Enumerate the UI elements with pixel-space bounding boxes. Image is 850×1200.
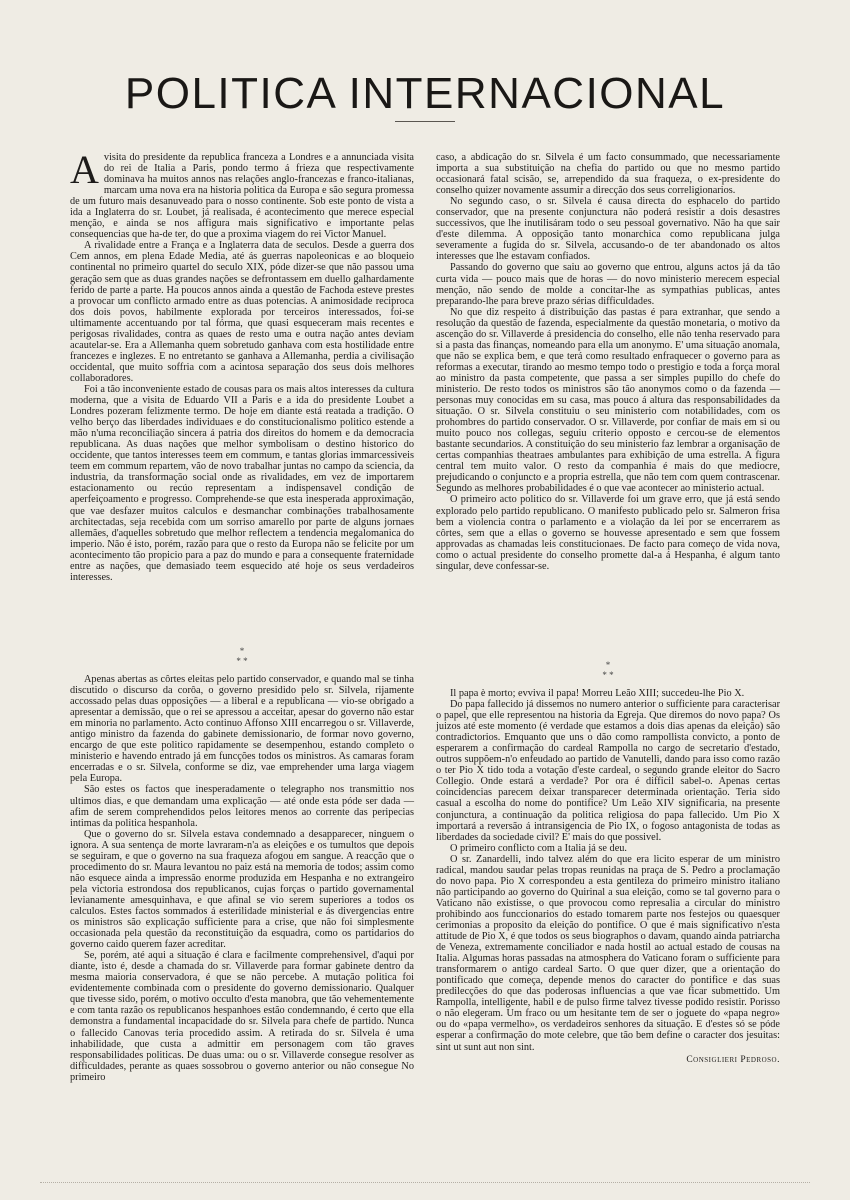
paragraph: O primeiro acto politico do sr. Villaverde foi um grave erro, que já está sendo explorado pelo partido republicano. O manifesto publicado pelo sr. Salmeron frisa bem a violencia contra o parlamento e a violação da lei por se encerrarem as côrtes, sem que a ellas o governo se houvesse apresentado e sem que fossem approvadas as chamadas leis constitucionaes. De facto para começo de vida nova, como o actual presidente do conselho promette dal-a á Hespanha, é algum tanto singular, deve confessar-se. bbox=[436, 494, 780, 572]
title-divider bbox=[395, 121, 455, 122]
paragraph: caso, a abdicação do sr. Silvela é um facto consummado, que necessariamente importa a sua substituição na chefia do partido ou que no mesmo partido occasionará fatal scisão, se, arrependido da sua fraqueza, o ex-presidente do conselho quizer novamente assumir a direcção dos seus correligionarios. bbox=[436, 152, 780, 197]
drop-cap: A bbox=[70, 147, 99, 192]
paragraph: O sr. Zanardelli, indo talvez além do que era licito esperar de um ministro radical, mandou saudar pelas tropas reunidas na praça de S. Pedro a proclamação do novo papa. Pio X correspondeu a esta gentileza do primeiro ministro italiano não participando ao governo do Quirinal a sua eleição, como se tal governo para o Vaticano não existisse, o que provocou como represalia a circular do ministro prohibindo aos funccionarios do estado tomarem parte nos festejos ou quaesquer cerimonias a proposito da eleição do pontifice. O que é mais significativo n'esta attitude de Pio X, é que todos os seus biographos o davam, quando ainda patriarcha de Veneza, extremamente conciliador e nada hostil ao actual estado de cousas na Italia. Algumas horas passadas na atmosphera do Vaticano foram o sufficiente para transformarem o antigo cardeal Sarto. O que quer dizer, que a orientação do pontificado que começa, depende menos do caracter do pontifice e das suas predilecções do que das poderosas influencias a que vae ficar submettido. Um Rampolla, intelligente, habil e de pulso firme talvez tivesse podido resistir. Porisso o não elegeram. Um fraco ou um hesitante tem de ser o joguete do «papa negro» ou do «papa vermelho», os verdadeiros senhores da situação. E d'estes só se póde esperar a confirmação do mote celebre, que tão bem define o caracter dos jesuitas: sint ut sunt aut non sint. bbox=[436, 853, 780, 1053]
paragraph: Que o governo do sr. Silvela estava condemnado a desapparecer, ninguem o ignora. A sua sentença de morte lavraram-n'a as eleições e os tumultos que depois se seguiram, e que o governo na sua fraqueza afogou em sangue. A reacção que o procedimento do sr. Maura levantou no paiz está na memoria de todos; assim como não esquece ainda a impressão enorme produzida em Hespanha e no extrangeiro pela victoria estrondosa dos republicanos, cujas forças o partido governamental levianamente amesquinhava, e que afinal se vio serem superiores a todos os calculos. Estes factos sommados á esterilidade ministerial e ás divergencias entre os ministros são explicação sufficiente para a crise, que não foi simplesmente occasionada pela questão da reconstituição da esquadra, como os partidarios do governo caido querem fazer acreditar. bbox=[70, 828, 414, 951]
paragraph: São estes os factos que inesperadamente o telegrapho nos transmittio nos ultimos dias, e que demandam uma explicação — até onde esta póde ser dada — afim de serem comprehendidos pelos leitores menos ao corrente das peripecias intimas da politica hespanhola. bbox=[70, 784, 414, 829]
paragraph: No que diz respeito á distribuição das pastas é para extranhar, que sendo a resolução da questão de fazenda, especialmente da questão monetaria, o motivo da ascenção do sr. Villaverde á presidencia do conselho, elle não tenha reservado para si a pasta das finanças, nomeando para ella um anonymo. E' uma situação anomala, que não se explica bem, e que terá como resultado enfraquecer o governo para as reformas a executar, tirando ao mesmo tempo todo o prestigio e toda a força moral ao ministro da pasta competente, que passa a ser simples pupillo do chefe do ministerio. De resto todos os ministros são tão anonymos como o da fazenda — personas muy conocidas em su casa, mas pouco á altura das responsabilidades da situação. O sr. Silvela constituiu o seu ministerio com notabilidades, com os prohombres do partido conservador. O sr. Villaverde, por confiar de mais em si ou muito pouco nos collegas, seguiu criterio opposto e cercou-se de elementos bastante secundarios. A constituição do seu ministerio faz lembrar a organisação de certas companhias theatraes ambulantes para exhibição de uma estrella. A figura central tem muito valor. O resto da companhia é mais do que mediocre, prejudicando o conjuncto e a propria estrella, que não tem com quem contrascenar. Segundo as melhores probabilidades é o que vae acontecer ao ministerio actual. bbox=[436, 306, 780, 495]
article2-left-column bbox=[70, 674, 414, 1083]
paragraph: Avisita do presidente da republica franceza a Londres e a annunciada visita do rei de Italia a Paris, pondo termo á frieza que respectivamente dominava ha muitos annos nas relações anglo-francezas e franco-italianas, marcam uma nova era na historia politica da Europa e são segura promessa de um futuro mais desanuveado para o nosso continente. Sob este ponto de vista a ida a Inglaterra do sr. Loubet, já realisada, é acontecimento que merece especial menção, e ainda se nos affigura mais significativo e importante pelas consequencias que ha-de ter, do que a proxima viagem do rei Victor Manuel. bbox=[70, 147, 414, 241]
author-signature: Consiglieri Pedroso. bbox=[686, 1054, 780, 1065]
paragraph: Se, porém, até aqui a situação é clara e facilmente comprehensivel, d'aqui por diante, isto é, desde a chamada do sr. Villaverde para formar gabinete dentro da mesma maioria conservadora, é que se não percebe. A mutação politica foi evidentemente combinada com o presidente do governo demissionario. Qualquer que tivesse sido, porém, o motivo occulto d'esta manobra, que tão vehementemente e com tanta razão os republicanos hespanhoes estão condemnando, é certo que ella demonstra a fundamental incapacidade do sr. Silvela para chefe de partido. Nunca o fallecido Canovas teria procedido assim. A retirada do sr. Silvela é uma inhabilidade, que custa a admittir em personagem com tão graves responsabilidades politicas. De duas uma: ou o sr. Villaverde consegue resolver as difficuldades, perante as quaes sossobrou o governo anterior ou não consegue No primeiro bbox=[70, 950, 414, 1083]
article1-left-column bbox=[70, 147, 414, 583]
page-bottom-edge bbox=[40, 1182, 810, 1183]
paragraph: Passando do governo que saiu ao governo que entrou, alguns actos já da tão curta vida — pouco mais que de horas — do novo ministerio merecem especial menção, não sendo de molde a concitar-lhe as sympathias publicas, antes preparando-lhe para breve prazo sérias difficuldades. bbox=[436, 262, 780, 307]
section-separator-right: * * * bbox=[602, 660, 614, 680]
article1-right-column bbox=[436, 152, 780, 572]
paragraph: Foi a tão inconveniente estado de cousas para os mais altos interesses da cultura moderna, que a visita de Eduardo VII a Paris e a ida do presidente Loubet a Londres pozeram felizmente termo. De hoje em diante está reatada a tradição. O velho berço das liberdades individuaes e do constitucionalismo politico estende a mão n'uma reconciliação sincera á patria dos direitos do homem e da democracia republicana. As duas nações que melhor symbolisam o destino historico do occidente, que tantos interesses teem em commum, e tantas glorias immarcessiveis teem em commum repartem, vão de novo trabalhar juntas no campo da sciencia, da industria, da transformação social onde as rivalidades, em vez de importarem estacionamento ou recúo representam a indispensavel condição de aperfeiçoamento e progresso. Comprehende-se que esta inesperada approximação, que vae desfazer muitos calculos e desmanchar combinações trabalhosamente architectadas, seja recebida com um sorriso amarello por parte de alguns jornaes allemães, d'aquelles sobretudo que melhor reflectem a tendencia megalomanica do imperio. Não é isto, porém, razão para que o resto da Europa não se felicite por um acontecimento tão propicio para a paz do mundo e para a consequente fraternidade entre as nações, que demasiado teem esquecido até hoje os seus verdadeiros interesses. bbox=[70, 383, 414, 583]
page-title: POLITICA INTERNACIONAL bbox=[124, 69, 726, 119]
article2-right-column bbox=[436, 688, 780, 1066]
paragraph: Apenas abertas as côrtes eleitas pelo partido conservador, e quando mal se tinha discutido o discurso da corôa, o governo presidido pelo sr. Silvela, rijamente accossado pelas duas opposições — a liberal e a republicana — vio-se obrigado a apresentar a demissão, que o rei se apressou a acceitar, apesar do governo não estar em minoria no parlamento. Acto continuo Affonso XIII encarregou o sr. Villaverde, antigo ministro da fazenda do gabinete demissionario, de formar novo governo, encargo de que este politico rapidamente se desempenhou, estando completo o ministerio e havendo entrado já em funcções todos os ministros. As camaras foram encerradas e o sr. Silvela, conforme se diz, vae emprehender uma larga viagem pela Europa. bbox=[70, 674, 414, 785]
paragraph: Il papa è morto; evviva il papa! Morreu Leão XIII; succedeu-lhe Pio X. bbox=[450, 688, 745, 699]
section-separator-left: * * * bbox=[236, 646, 248, 666]
paragraph: No segundo caso, o sr. Silvela é causa directa do esphacelo do partido conservador, que na presente conjunctura não poderá resistir a dois desastres successivos, que lhe inutilisáram todo o seu pessoal governativo. Não ha que sair d'este dilemma. A opposição tanto monarchica como republicana julga severamente a fugida do sr. Silvela, accusando-o de ter abandonado os altos interesses que lhe estavam confiados. bbox=[436, 196, 780, 263]
paragraph: Do papa fallecido já dissemos no numero anterior o sufficiente para caracterisar o papel, que elle representou na historia da Egreja. Que diremos do novo papa? Os juizos até este momento (é verdade que estamos a dois dias apenas da eleição) são contradictorios. Emquanto que uns o dão como rampollista convicto, a ponto de esperarem a confirmação do cardeal Rampolla no cargo de secretario d'estado, outros suppõem-n'o enfeudado ao partido de Vanutelli, dando para isso como razão o ter Pio X tido toda a votação d'este cardeal, o segundo grande eleitor do Sacro Collegio. Onde estará a verdade? Por ora é difficil sabel-o. Apenas certas coincidencias parecem deixar transparecer determinada orientação. Teria sido casual a escolha do nome do pontifice? Um Leão XIV significaria, na presente conjunctura, a continuação da politica religiosa do papa fallecido. Um Pio X importará a reversão á intransigencia de Pio IX, o fogoso antagonista de todas as liberdades da sociedade civil? E' mais do que possivel. bbox=[436, 699, 780, 843]
paragraph: A rivalidade entre a França e a Inglaterra data de seculos. Desde a guerra dos Cem annos, em plena Edade Media, até ás guerras napoleonicas e ao bloqueio continental no primeiro quartel do seculo XIX, póde dizer-se que não passou uma geração sem que as duas grandes nações se defrontassem em duello galhardamente ferido de parte a parte. Ha poucos annos ainda a questão de Fachoda esteve prestes a provocar um conflicto armado entre as duas potencias. A animosidade reciproca dos dois povos, habilmente explorada por terceiros interessados, foi-se ultimamente accentuando por tal fórma, que quasi esqueceram mais recentes e perigosas rivalidades, contra as quaes de resto uma e outra nação antes deviam acautelar-se. Era a Allemanha quem sobretudo ganhava com esta hostilidade entre francezes e inglezes. E no entretanto se ganhava a Allemanha, perdia a civilisação occidental, que muito soffria com a acintosa separação dos seus dois melhores collaboradores. bbox=[70, 240, 414, 384]
paragraph: O primeiro conflicto com a Italia já se deu. bbox=[450, 842, 627, 854]
